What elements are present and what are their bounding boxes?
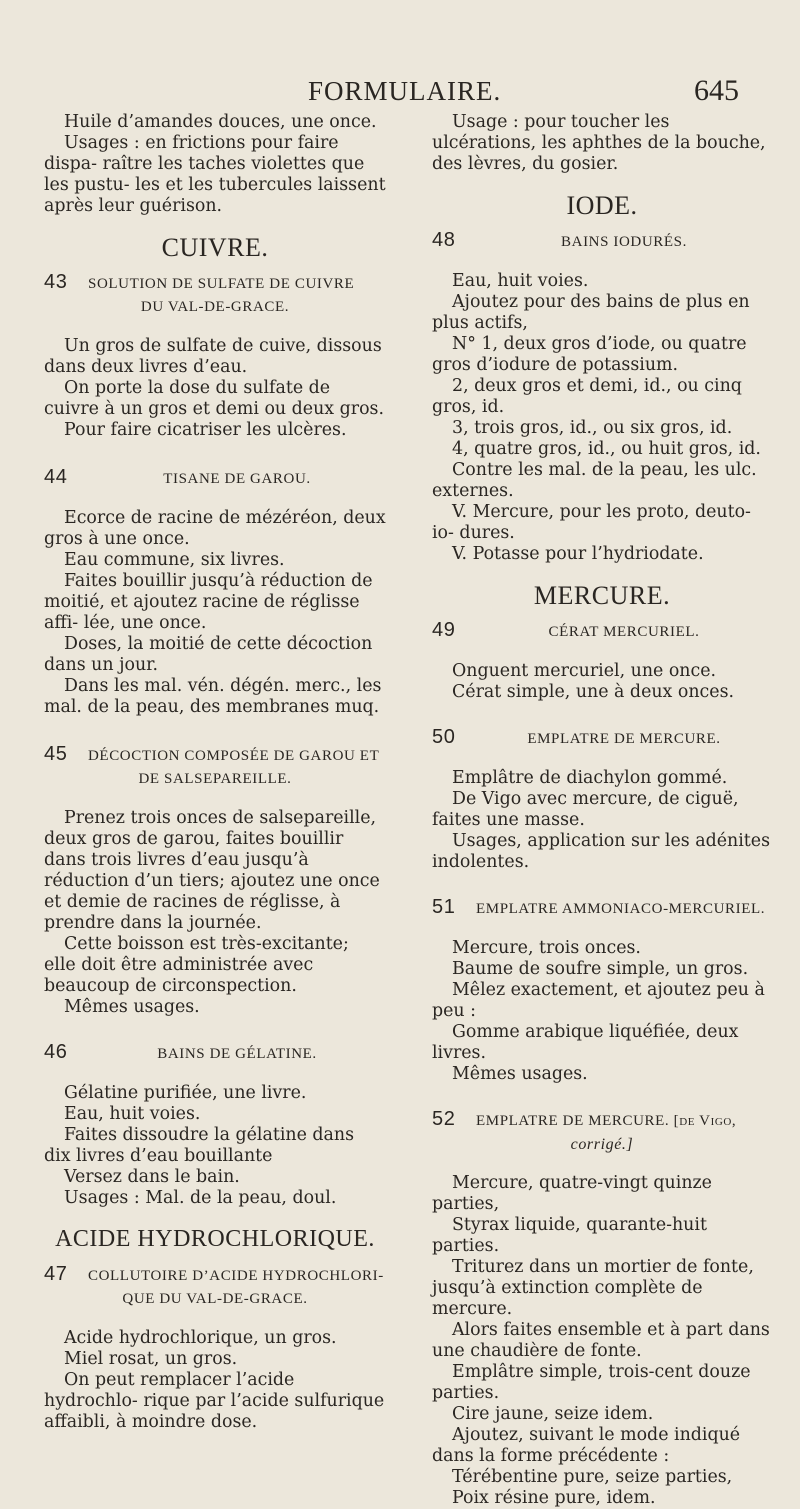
recipe-number: 46 [44,1041,68,1063]
paragraph: Mercure, quatre-vingt quinze parties, [432,1173,712,1214]
recipe-subtitle: DU VAL-DE-GRACE. [140,299,290,315]
recipe-subtitle: corrigé.] [570,1136,634,1153]
section-heading-mercure: MERCURE. [533,581,671,610]
paragraph: Usages, application sur les adénites indolentes. [432,831,770,872]
paragraph: De Vigo avec mercure, de ciguë, faites une masse. [432,789,739,830]
recipe-body [432,1173,772,1509]
recipe-title: EMPLATRE AMMONIACO-MERCURIEL. [476,901,766,917]
recipe-heading [432,1109,772,1132]
recipe-heading [44,744,386,767]
paragraph: Miel rosat, un gros. [64,1349,238,1369]
paragraph: Acide hydrochlorique, un gros. [64,1328,337,1348]
recipe-subtitle: DE SALSEPAREILLE. [138,771,292,787]
recipe-heading [432,620,772,643]
recipe-body [432,661,772,703]
recipe-title: BAINS DE GÉLATINE. [157,1046,317,1062]
paragraph: Dans les mal. vén. dégén. merc., les mal. de la peau, des membranes muq. [44,676,382,717]
paragraph: Prenez trois onces de salsepareille, deux gros de garou, faites bouillir dans trois livres d’eau jusqu’à réduction d’un tiers; ajoutez une once et demie de racines de réglisse, à prendre dans la journée. [44,808,380,933]
left-column [44,112,386,1433]
recipe-number: 50 [432,726,456,748]
paragraph: 3, trois gros, id., ou six gros, id. [452,418,733,438]
paragraph: Emplâtre simple, trois-cent douze parties. [432,1362,751,1403]
paragraph: Usages : en frictions pour faire dispa- raître les taches violettes que les pustu- les et les tubercules laissent après leur guérison. [44,133,386,216]
recipe-number: 45 [44,743,68,765]
paragraph: Ajoutez pour des bains de plus en plus actifs, [432,292,750,333]
recipe-body [44,508,386,718]
recipe-subtitle: QUE DU VAL-DE-GRACE. [122,1291,308,1307]
paragraph: Eau commune, six livres. [64,550,285,570]
paragraph: Gomme arabique liquéfiée, deux livres. [432,1022,739,1063]
paragraph: Pour faire cicatriser les ulcères. [64,420,347,440]
paragraph: Mêmes usages. [452,1064,588,1084]
recipe-heading [44,272,386,295]
paragraph: Contre les mal. de la peau, les ulc. externes. [432,460,757,501]
paragraph: Faites dissoudre la gélatine dans dix livres d’eau bouillante [44,1125,355,1166]
paragraph: Faites bouillir jusqu’à réduction de moitié, et ajoutez racine de réglisse affi- lée, une once. [44,571,373,633]
paragraph: Versez dans le bain. [64,1167,240,1187]
recipe-title: DÉCOCTION COMPOSÉE DE GAROU ET [88,748,380,764]
paragraph: Mêlez exactement, et ajoutez peu à peu : [432,980,765,1021]
recipe-title: CÉRAT MERCURIEL. [548,624,700,640]
recipe-title: EMPLATRE DE MERCURE. [527,731,721,747]
recipe-number: 49 [432,619,456,641]
paragraph: V. Mercure, pour les proto, deuto-io- dures. [432,502,751,543]
page-number: 645 [694,74,739,107]
recipe-heading [432,897,772,920]
recipe-title: EMPLATRE DE MERCURE. [de Vigo, [476,1113,737,1129]
paragraph: Mercure, trois onces. [452,938,641,958]
recipe-title: SOLUTION DE SULFATE DE CUIVRE [88,276,355,292]
paragraph: Triturez dans un mortier de fonte, jusqu’à extinction complète de mercure. [432,1257,754,1319]
recipe-heading [44,467,386,490]
recipe-body [44,808,386,1018]
paragraph: 2, deux gros et demi, id., ou cinq gros, id. [432,376,742,417]
recipe-number: 52 [432,1108,456,1130]
paragraph: Cette boisson est très-excitante; elle doit être administrée avec beaucoup de circonspection. [44,934,349,996]
paragraph: Huile d’amandes douces, une once. [64,112,377,132]
recipe-number: 51 [432,896,456,918]
recipe-body [44,1328,386,1433]
recipe-number: 47 [44,1263,68,1285]
paragraph: V. Potasse pour l’hydriodate. [452,544,704,564]
recipe-title: TISANE DE GAROU. [163,471,311,487]
right-column [432,112,772,1509]
paragraph: Gélatine purifiée, une livre. [64,1083,307,1103]
paragraph: Poix résine pure, idem. [452,1488,656,1508]
paragraph: Cire jaune, seize idem. [452,1404,654,1424]
paragraph: Alors faites ensemble et à part dans une chaudière de fonte. [432,1320,770,1361]
paragraph: Onguent mercuriel, une once. [452,661,717,681]
recipe-number: 48 [432,229,456,251]
paragraph: Usages : Mal. de la peau, doul. [64,1188,337,1208]
recipe-title: COLLUTOIRE D’ACIDE HYDROCHLORI- [88,1268,384,1284]
recipe-title: BAINS IODURÉS. [561,234,687,250]
recipe-body [44,336,386,441]
recipe-body [432,938,772,1085]
paragraph: Ecorce de racine de mézéréon, deux gros à une once. [44,508,386,549]
recipe-number: 44 [44,466,68,488]
running-title: FORMULAIRE. [308,76,502,106]
recipe-number: 43 [44,271,68,293]
paragraph: Eau, huit voies. [452,271,589,291]
section-heading-cuivre: CUIVRE. [161,233,269,262]
paragraph: Doses, la moitié de cette décoction dans un jour. [44,634,373,675]
paragraph: Baume de soufre simple, un gros. [452,959,749,979]
recipe-heading [432,230,772,253]
recipe-body [44,1083,386,1209]
recipe-heading [44,1042,386,1065]
paragraph: Térébentine pure, seize parties, [452,1467,733,1487]
recipe-body [432,768,772,873]
paragraph: Un gros de sulfate de cuive, dissous dans deux livres d’eau. [44,336,382,377]
recipe-heading [44,1264,386,1287]
paragraph: Ajoutez, suivant le mode indiqué dans la forme précédente : [432,1425,741,1466]
recipe-body [432,271,772,565]
paragraph: N° 1, deux gros d’iode, ou quatre gros d’iodure de potassium. [432,334,747,375]
paragraph: Usage : pour toucher les ulcérations, les aphthes de la bouche, des lèvres, du gosier. [432,112,766,174]
paragraph: 4, quatre gros, id., ou huit gros, id. [452,439,761,459]
paragraph: Cérat simple, une à deux onces. [452,682,735,702]
paragraph: Emplâtre de diachylon gommé. [452,768,728,788]
paragraph: Mêmes usages. [64,997,200,1017]
section-heading-acide: ACIDE HYDROCHLORIQUE. [55,1226,375,1252]
recipe-heading [432,727,772,750]
section-heading-iode: IODE. [566,191,638,220]
paragraph: Styrax liquide, quarante-huit parties. [432,1215,707,1256]
paragraph: On peut remplacer l’acide hydrochlo- rique par l’acide sulfurique affaibli, à moindre dose. [44,1370,385,1432]
paragraph: Eau, huit voies. [64,1104,201,1124]
paragraph: On porte la dose du sulfate de cuivre à un gros et demi ou deux gros. [44,378,384,419]
